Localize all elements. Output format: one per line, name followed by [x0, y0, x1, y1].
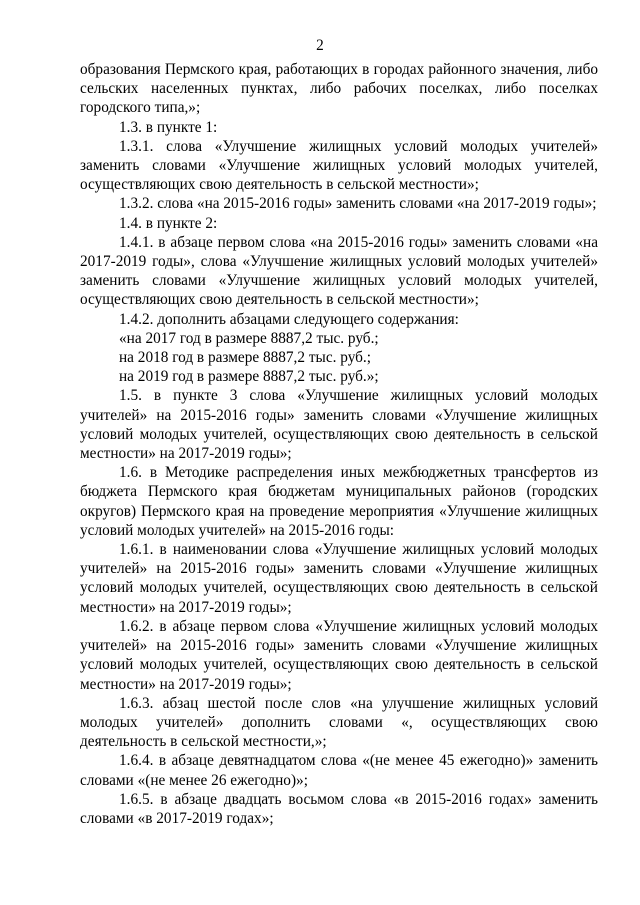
paragraph-2017-amount: «на 2017 год в размере 8887,2 тыс. руб.;: [119, 329, 379, 347]
paragraph-continuation: образования Пермского края, работающих в городах районного значения, либо сельских населенных пунктах, либо рабочих поселках, либо поселках городского типа,»;: [80, 61, 598, 117]
paragraph-1-5: 1.5. в пункте 3 слова «Улучшение жилищных условий молодых учителей» на 2015-2016 годы» заменить словами «Улучшение жилищных условий молодых учителей, осуществляющих свою деятельность в сельской местности» на 2017-2019 годы»;: [80, 387, 598, 463]
document-body: [80, 60, 598, 828]
paragraph-1-6-3: 1.6.3. абзац шестой после слов «на улучшение жилищных условий молодых учителей» дополнить словами «, осуществляющих свою деятельность в сельской местности,»;: [80, 694, 598, 751]
paragraph-1-3-1: 1.3.1. слова «Улучшение жилищных условий молодых учителей» заменить словами «Улучшение жилищных условий молодых учителей, осуществляющих свою деятельность в сельской местности»;: [80, 137, 598, 194]
paragraph-1-4-2: 1.4.2. дополнить абзацами следующего содержания:: [119, 310, 459, 328]
paragraph-1-6-4: 1.6.4. в абзаце девятнадцатом слова «(не менее 45 ежегодно)» заменить словами «(не менее 26 ежегодно)»;: [80, 752, 598, 789]
paragraph-1-4: 1.4. в пункте 2:: [119, 214, 218, 232]
paragraph-1-6-5: 1.6.5. в абзаце двадцать восьмом слова «в 2015-2016 годах» заменить словами «в 2017-2019 годах»;: [80, 790, 598, 827]
paragraph-1-4-1: 1.4.1. в абзаце первом слова «на 2015-2016 годы» заменить словами «на 2017-2019 годы», слова «Улучшение жилищных условий молодых учителей» заменить словами «Улучшение жилищных условий молодых учителей, осуществляющих свою деятельность в сельской местности»;: [80, 233, 598, 309]
paragraph-1-3: 1.3. в пункте 1:: [119, 118, 218, 136]
paragraph-2018-amount: на 2018 год в размере 8887,2 тыс. руб.;: [119, 349, 372, 367]
paragraph-1-3-2: 1.3.2. слова «на 2015-2016 годы» заменить словами «на 2017-2019 годы»;: [119, 195, 597, 213]
page-number: 2: [316, 37, 324, 54]
paragraph-2019-amount: на 2019 год в размере 8887,2 тыс. руб.»;: [119, 368, 379, 386]
paragraph-1-6-2: 1.6.2. в абзаце первом слова «Улучшение жилищных условий молодых учителей» на 2015-2016 годы» заменить словами «Улучшение жилищных условий молодых учителей, осуществляющих свою деятельность в сельской местности» на 2017-2019 годы»;: [80, 617, 598, 693]
paragraph-1-6: 1.6. в Методике распределения иных межбюджетных трансфертов из бюджета Пермского края бюджетам муниципальных районов (городских округов) Пермского края на проведение мероприятия «Улучшение жилищных условий молодых учителей» на 2015-2016 годы:: [80, 464, 598, 539]
paragraph-1-6-1: 1.6.1. в наименовании слова «Улучшение жилищных условий молодых учителей» на 2015-2016 годы» заменить словами «Улучшение жилищных условий молодых учителей, осуществляющих свою деятельность в сельской местности» на 2017-2019 годы»;: [80, 541, 598, 616]
